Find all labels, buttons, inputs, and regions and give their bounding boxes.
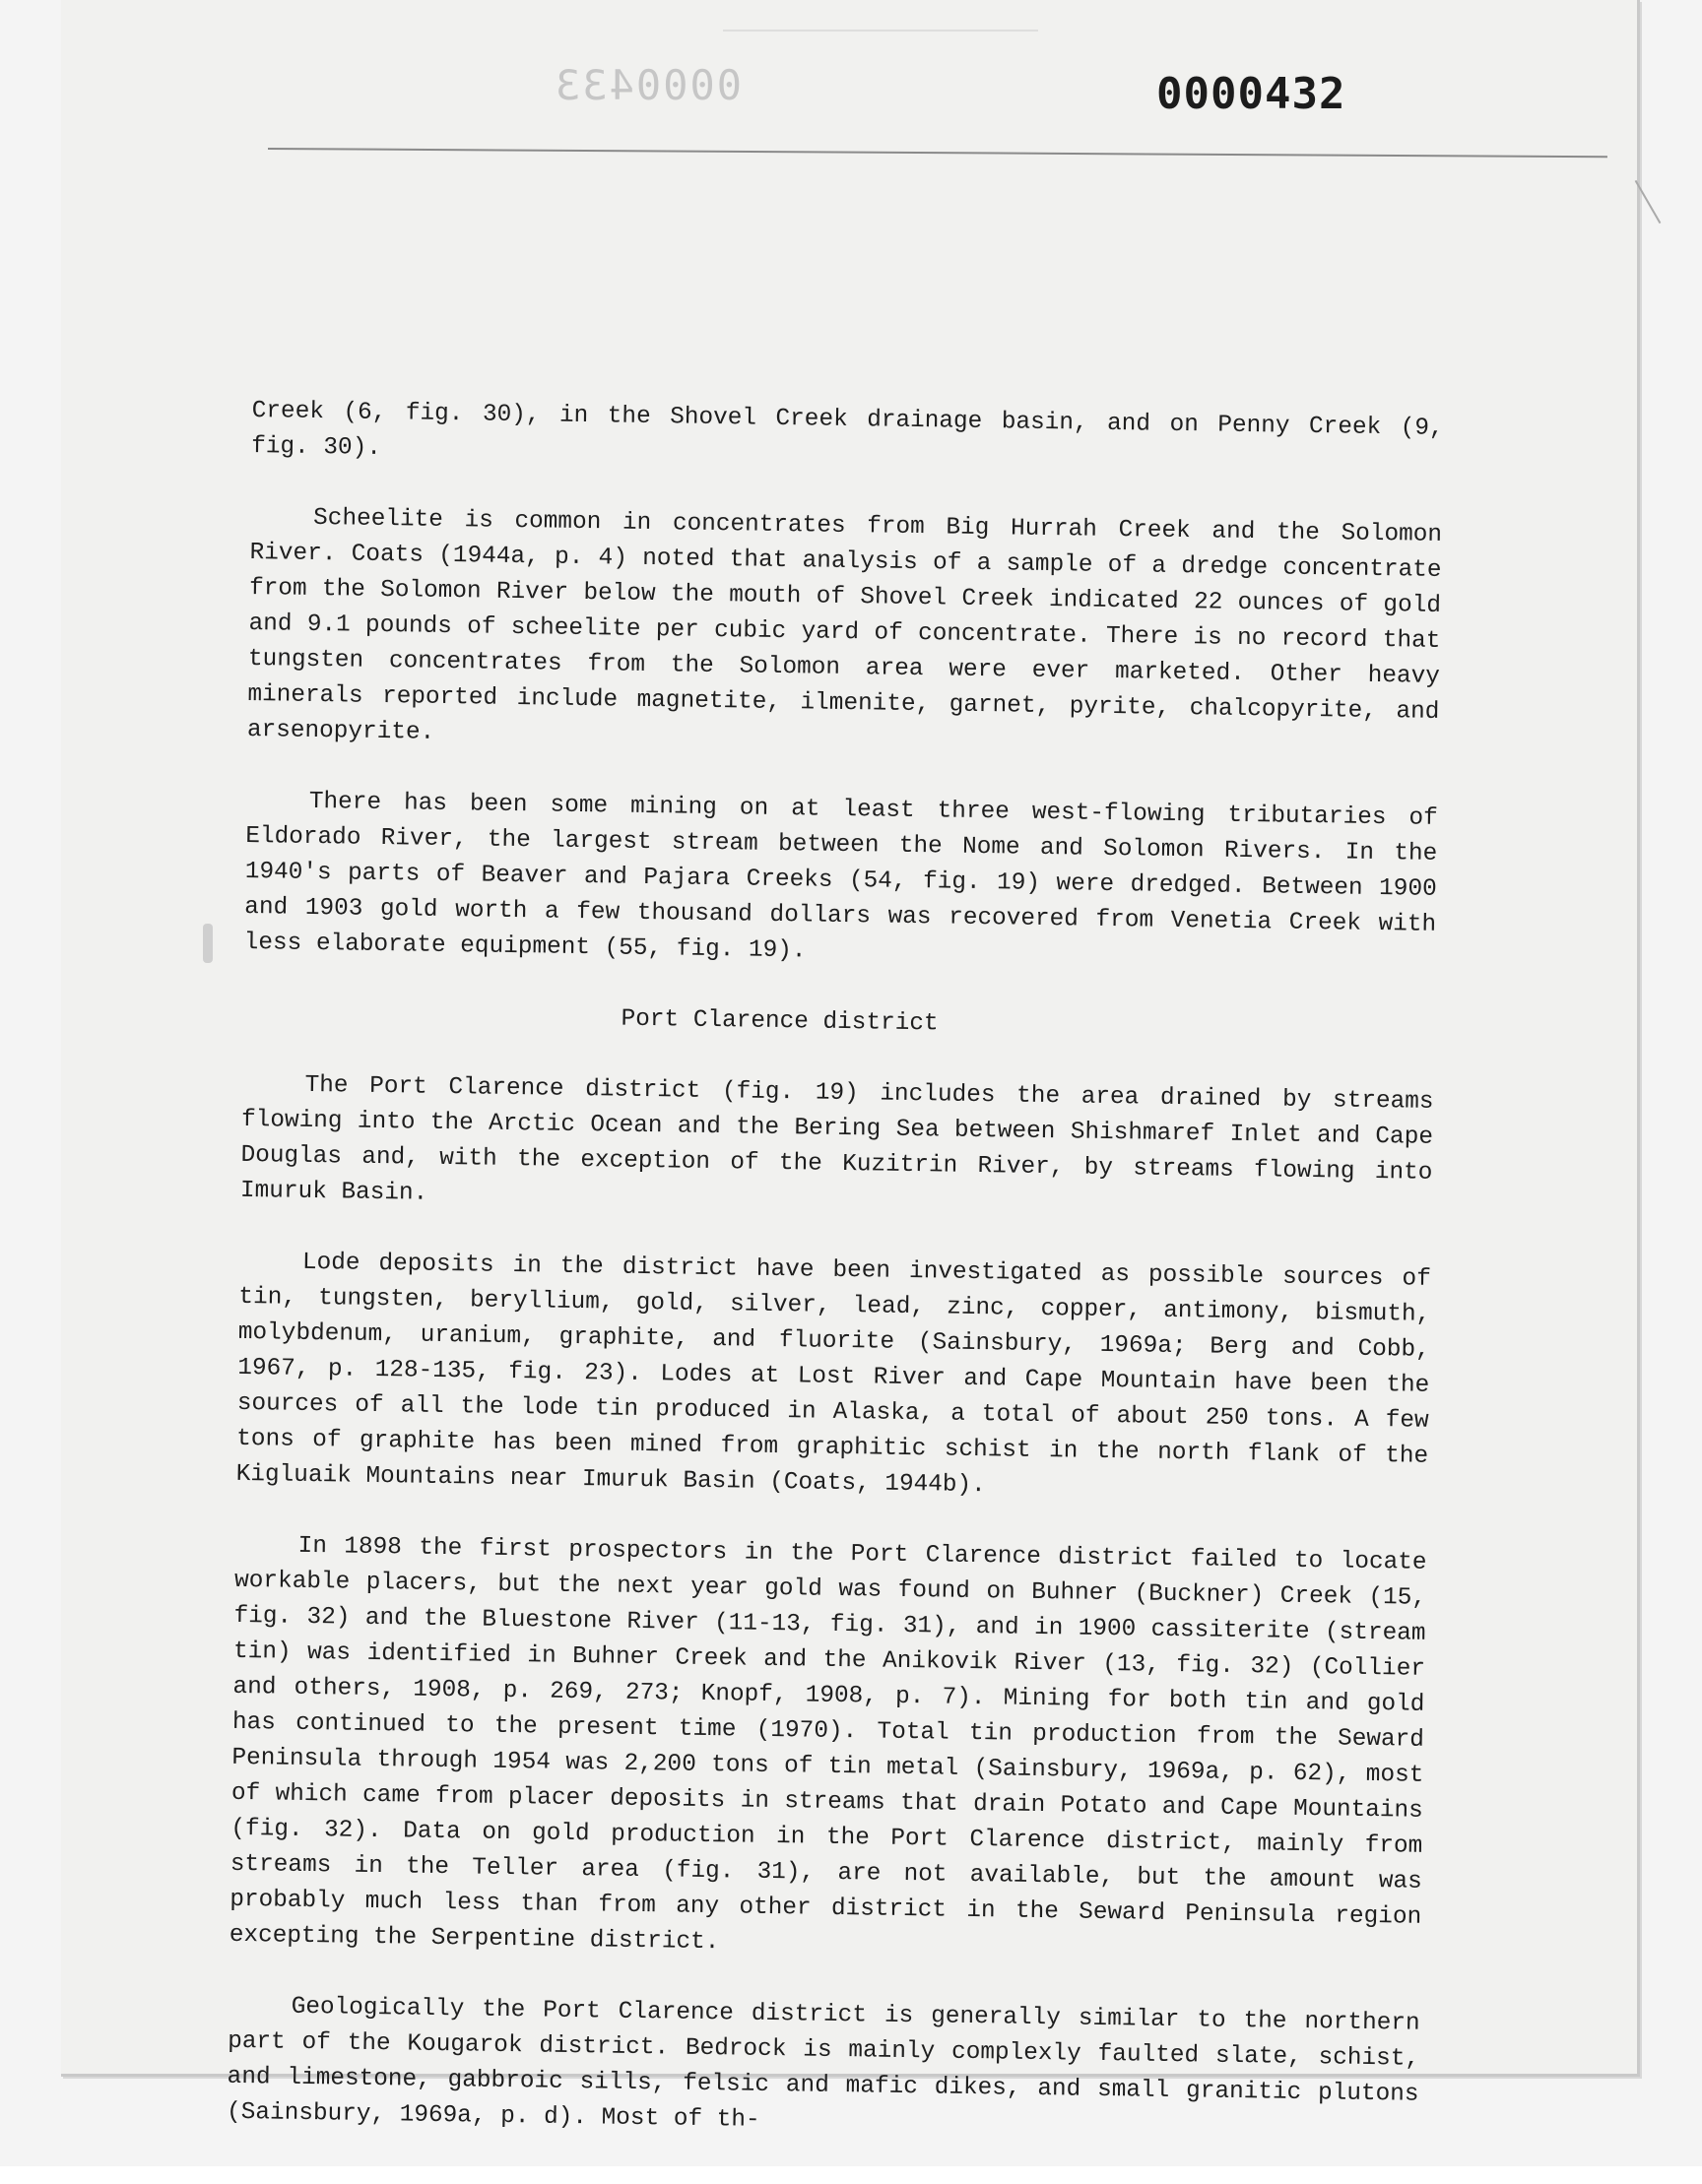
paragraph-lode-deposits: Lode deposits in the district have been investigated as possible sources of tin, tungsten, beryllium, gold, silver, lead, zinc, copper, antimony, bismuth, molybdenum, uranium, graphite, and fluorite (Sainsbury, 1969a; Berg and Cobb, 1967, p. 128-135, fig. 23). Lodes at Lost River and Cape Mountain have been the sources of all the lode tin produced in Alaska, a total of about 250 tons. A few tons of graphite has been mined from graphitic schist in the north flank of the Kigluaik Mountains near Imuruk Basin (Coats, 1944b). <box>235 1249 1431 1500</box>
paragraph-district-extent: The Port Clarence district (fig. 19) includes the area drained by streams flowing into the Arctic Ocean and the Bering Sea between Shishmaref Inlet and Cape Douglas and, with the exception of the Kuzitrin River, by streams flowing into Imuruk Basin. <box>239 1071 1434 1207</box>
body-text <box>226 394 1444 2184</box>
paragraph-geology: Geologically the Port Clarence district is generally similar to the northern part of the Kougarok district. Bedrock is mainly complexly faulted slate, schist, and limestone, gabbroic sills, felsic and mafic dikes, and small granitic plutons (Sainsbury, 1969a, p. d). Most of th- <box>226 1993 1420 2134</box>
paragraph-history: In 1898 the first prospectors in the Port Clarence district failed to locate workable placers, but the next year gold was found on Buhner (Buckner) Creek (15, fig. 32) and the Bluestone River (11-13, fig. 31), and in 1900 cassiterite (stream tin) was identified in Buhner Creek and the Anikovik River (13, fig. 32) (Collier and others, 1908, p. 269, 273; Knopf, 1908, p. 7). Mining for both tin and gold has continued to the present time (1970). Total tin production from the Seward Peninsula through 1954 was 2,200 tons of tin metal (Sainsbury, 1969a, p. 62), most of which came from placer deposits in streams that drain Potato and Cape Mountains (fig. 32). Data on gold production in the Port Clarence district, mainly from streams in the Teller area (fig. 31), are not available, but the amount was probably much less than from any other district in the Seward Peninsula region excepting the Serpentine district. <box>229 1532 1427 1957</box>
bleed-through-mark <box>723 0 1038 32</box>
paragraph-continuation: Creek (6, fig. 30), in the Shovel Creek drainage basin, and on Penny Creek (9, fig. 30). <box>251 397 1444 462</box>
paragraph-scheelite: Scheelite is common in concentrates from Big Hurrah Creek and the Solomon River. Coats (1944a, p. 4) noted that analysis of a sample of a dredge concentrate from the Solomon River below the mouth of Shovel Creek indicated 22 ounces of gold and 9.1 pounds of scheelite per cubic yard of concentrate. There is no record that tungsten concentrates from the Solomon area were ever marketed. Other heavy minerals reported include magnetite, ilmenite, garnet, pyrite, chalcopyrite, and arsenopyrite. <box>246 504 1443 746</box>
bleed-through-page-number: 0000433 <box>554 61 743 109</box>
header-rule <box>268 148 1607 158</box>
section-heading: Port Clarence district <box>621 1005 939 1038</box>
page-number: 0000432 <box>1156 69 1346 119</box>
paragraph-eldorado-river: There has been some mining on at least three west-flowing tributaries of Eldorado River, the largest stream between the Nome and Solomon Rivers. In the 1940's parts of Beaver and Pajara Creeks (54, fig. 19) were dredged. Between 1900 and 1903 gold worth a few thousand dollars was recovered from Venetia Creek with less elaborate equipment (55, fig. 19). <box>243 788 1438 965</box>
binding-hole-mark <box>203 924 213 963</box>
